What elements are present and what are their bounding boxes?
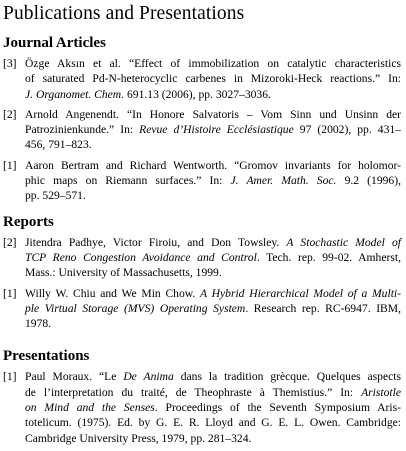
sections-container [3,34,401,446]
entry-line [25,158,401,173]
entry-line [25,301,401,316]
entry-line [25,137,401,152]
entry-line [25,107,401,122]
entry-text: Willy W. Chiu and We Min Chow. [25,286,201,300]
entry-text: Jitendra Padhye, Victor Firoiu, and Don Towsley. [25,235,287,249]
entry-line [25,122,401,137]
section-heading: Reports [3,213,54,230]
entry-text: dans la tradition grècque. Quelques aspects [173,370,401,384]
entry-line [25,385,401,400]
entry-number: [3] [3,57,17,70]
entry-list [3,369,401,445]
entry-number: [1] [3,370,17,384]
publications-page [3,0,401,451]
entry-text: . Tech. rep. 99-02. Amherst, [256,250,401,264]
italic-title: on Mind and the Senses [25,401,155,415]
entry-text: 97 (2002), pp. 431– [293,123,401,137]
italic-title: A Stochastic Model of [286,235,402,249]
entry-text: . Research rep. RC-6947. IBM, [245,301,401,315]
entry-list [3,235,401,332]
italic-title: TCP Reno Congestion Avoidance and Control [25,250,257,264]
entry-text: Mass.: University of Massachusetts, 1999. [25,266,222,280]
entry-number: [2] [3,107,17,121]
italic-title: ple Virtual Storage (MVS) Operating System [25,301,246,315]
entry-text: 9.2 (1996), [336,174,401,188]
entry-text: totelicum. (1975). Ed. by G. E. R. Lloyd and G. E. L. Owen. Cambridge: [25,416,401,430]
entry-line [25,316,401,331]
page-title: Publications and Presentations [3,3,245,24]
section-heading: Journal Articles [3,35,106,51]
entry-line [25,173,401,188]
bibliography-entry [3,158,401,204]
entry-text: Arnold Angenendt. “In Honore Salvatoris – Vom Sinn und Unsinn der [25,107,401,121]
entry-line [25,400,401,415]
entry-line [25,265,401,280]
entry-line [25,415,401,430]
italic-title: J. Amer. Math. Soc. [230,174,337,188]
entry-text: 1978. [25,317,52,331]
entry-line [25,369,401,384]
entry-line [25,87,401,102]
entry-line [25,431,401,446]
italic-title: Aristotle [361,385,401,399]
entry-text: Aaron Bertram and Richard Wentworth. “Gromov invariants for holomor- [25,158,401,172]
italic-title: A Hybrid Hierarchical Model of a Multi- [200,286,401,300]
entry-line [25,56,401,71]
entry-text: pp. 529–571. [25,189,86,203]
entry-line [25,71,401,86]
entry-line [25,286,401,301]
entry-text: Paul Moraux. “Le [25,370,124,384]
bibliography-entry [3,56,401,102]
bibliography-entry [3,107,401,153]
bibliography-entry [3,369,401,445]
entry-list [3,56,401,204]
italic-title: J. Organomet. Chem. [25,87,125,101]
entry-line [25,188,401,203]
entry-text: 691.13 (2006), pp. 3027–3036. [124,87,271,101]
italic-title: Revue d’Histoire Ecclésiastique [139,123,294,137]
entry-text: Patrozinienkunde.” In: [25,123,140,137]
bibliography-entry [3,235,401,281]
entry-text: de l’interpretation du traité, de Theophraste à Themistius.” In: [25,385,362,399]
bibliography-entry [3,286,401,332]
entry-number: [1] [3,158,17,172]
entry-text: Özge Aksın et al. “Effect of immobilization on catalytic characteristics [25,57,401,70]
entry-line [25,250,401,265]
entry-text: phic maps on Riemann surfaces.” In: [25,174,231,188]
entry-text: of saturated Pd-N-heterocyclic carbenes in Mizoroki-Heck reactions.” In: [25,72,401,86]
entry-line [25,235,401,250]
entry-number: [2] [3,235,17,249]
entry-text: 456, 791–823. [25,138,92,152]
entry-text: . Proceedings of the Seventh Symposium Aris- [154,401,401,415]
entry-number: [1] [3,286,17,300]
entry-text: Cambridge University Press, 1979, pp. 281–324. [25,431,252,445]
italic-title: De Anima [123,370,174,384]
section-heading: Presentations [3,348,90,365]
